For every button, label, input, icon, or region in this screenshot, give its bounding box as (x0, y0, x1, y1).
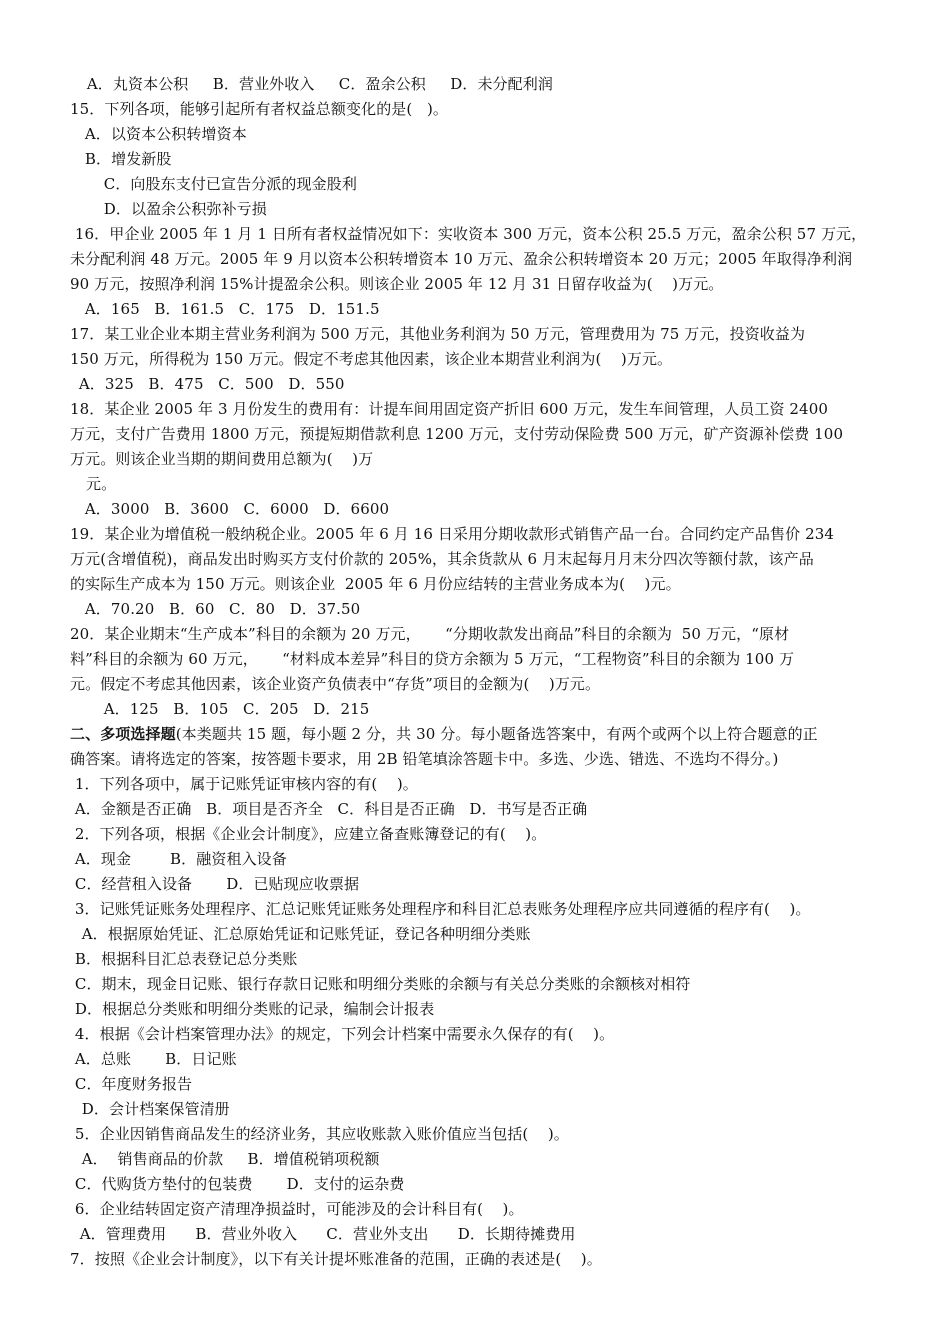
text-line (70, 1224, 576, 1244)
text-line (82, 74, 553, 94)
line-text: 万元。则该企业当期的期间费用总额为( )万 (70, 450, 374, 468)
text-line (70, 524, 834, 544)
line-text: 元。 (86, 475, 117, 493)
text-line (72, 924, 531, 944)
text-line (80, 299, 380, 319)
line-text: A．以资本公积转增资本 (80, 125, 247, 143)
line-text: 7．按照《企业会计制度》，以下有关计提坏账准备的范围，正确的表述是( )。 (70, 1250, 602, 1268)
text-line (70, 774, 418, 794)
line-text: A．165 B．161.5 C．175 D．151.5 (80, 300, 380, 318)
text-line (80, 124, 247, 144)
text-line (70, 1074, 192, 1094)
text-line (70, 224, 866, 244)
text-line (70, 1049, 237, 1069)
line-text: 5．企业因销售商品发生的经济业务，其应收账款入账价值应当包括( )。 (70, 1125, 569, 1143)
line-text: 万元(含增值税)，商品发出时购买方支付价款的 205%，其余货款从 6 月末起每月月末分四次等额付款，该产品 (70, 550, 814, 568)
text-line (70, 1124, 569, 1144)
line-text: A．根据原始凭证、汇总原始凭证和记账凭证，登记各种明细分类账 (72, 925, 531, 943)
text-line (70, 1249, 602, 1269)
line-text: 的实际生产成本为 150 万元。则该企业 2005 年 6 月份应结转的主营业务成本为( )元。 (70, 575, 681, 593)
line-text: 2．下列各项，根据《企业会计制度》，应建立备查账簿登记的有( )。 (70, 825, 547, 843)
text-line (70, 974, 690, 994)
line-text: 1．下列各项中，属于记账凭证审核内容的有( )。 (70, 775, 418, 793)
line-text: 150 万元，所得税为 150 万元。假定不考虑其他因素，该企业本期营业利润为( )万元。 (70, 350, 673, 368)
text-line (70, 724, 818, 744)
line-text: A． 销售商品的价款 B．增值税销项税额 (72, 1150, 380, 1168)
text-line (70, 649, 794, 669)
line-text: C．期末，现金日记账、银行存款日记账和明细分类账的余额与有关总分类账的余额核对相符 (70, 975, 691, 993)
text-line (70, 874, 359, 894)
text-line (70, 999, 434, 1019)
line-text: 18．某企业 2005 年 3 月份发生的费用有：计提车间用固定资产折旧 600 万元，发生车间管理，人员工资 2400 (70, 400, 828, 418)
text-line (70, 249, 852, 269)
text-line (70, 949, 297, 969)
line-text: D．根据总分类账和明细分类账的记录，编制会计报表 (70, 1000, 435, 1018)
text-line (70, 274, 723, 294)
text-line (80, 499, 389, 519)
line-text: 15．下列各项，能够引起所有者权益总额变化的是( )。 (70, 100, 448, 118)
text-line (94, 199, 267, 219)
text-line (70, 574, 681, 594)
line-text: C．向股东支付已宣告分派的现金股利 (94, 175, 357, 193)
section-heading: 二、多项选择题 (70, 725, 176, 743)
text-line (70, 449, 373, 469)
line-text: 16．甲企业 2005 年 1 月 1 日所有者权益情况如下：实收资本 300 万元，资本公积 25.5 万元，盈余公积 57 万元， (70, 225, 867, 243)
line-text: A．管理费用 B．营业外收入 C．营业外支出 D．长期待摊费用 (70, 1225, 576, 1243)
text-line (70, 824, 546, 844)
line-text: D．会计档案保管清册 (72, 1100, 230, 1118)
text-line (70, 324, 805, 344)
text-line (70, 424, 843, 444)
text-line (70, 549, 814, 569)
line-text: A．总账 B．日记账 (70, 1050, 237, 1068)
line-text: A．丸资本公积 B．营业外收入 C．盈余公积 D．未分配利润 (82, 75, 553, 93)
text-line (74, 374, 345, 394)
line-text: C．年度财务报告 (70, 1075, 193, 1093)
text-line (70, 1174, 404, 1194)
text-line (70, 899, 811, 919)
text-line (80, 599, 360, 619)
text-line (70, 624, 789, 644)
line-text: 90 万元，按照净利润 15%计提盈余公积。则该企业 2005 年 12 月 31 日留存收益为( )万元。 (70, 275, 724, 293)
line-text: A．3000 B．3600 C．6000 D．6600 (80, 500, 390, 518)
text-line (72, 1149, 379, 1169)
line-text: A．125 B．105 C．205 D．215 (94, 700, 370, 718)
line-text: 19．某企业为增值税一般纳税企业。2005 年 6 月 16 日采用分期收款形式销售产品一台。合同约定产品售价 234 (70, 525, 835, 543)
text-line (70, 799, 587, 819)
line-text: A．现金 B．融资租入设备 (70, 850, 287, 868)
text-line (70, 749, 778, 769)
text-line (70, 849, 287, 869)
text-line (70, 349, 672, 369)
text-line (86, 474, 116, 494)
line-text: 料”科目的余额为 60 万元， “材料成本差异”科目的贷方余额为 5 万元，“工程物资”科目的余额为 100 万 (70, 650, 795, 668)
line-text: 20．某企业期末“生产成本”科目的余额为 20 万元， “分期收款发出商品”科目的余额为 50 万元，“原材 (70, 625, 790, 643)
text-line (70, 1024, 614, 1044)
line-text: 6．企业结转固定资产清理净损益时，可能涉及的会计科目有( )。 (70, 1200, 524, 1218)
text-line (94, 174, 357, 194)
text-line (94, 699, 369, 719)
text-line (80, 149, 172, 169)
line-text: 元。假定不考虑其他因素，该企业资产负债表中“存货”项目的金额为( )万元。 (70, 675, 601, 693)
line-text: A．70.20 B．60 C．80 D．37.50 (80, 600, 361, 618)
line-text: D．以盈余公积弥补亏损 (94, 200, 267, 218)
text-line (70, 99, 448, 119)
line-text: A．325 B．475 C．500 D．550 (74, 375, 345, 393)
text-line (70, 1199, 524, 1219)
line-text: 3．记账凭证账务处理程序、汇总记账凭证账务处理程序和科目汇总表账务处理程序应共同遵循的程序有( )。 (70, 900, 811, 918)
line-text: C．经营租入设备 D．已贴现应收票据 (70, 875, 360, 893)
line-text: 未分配利润 48 万元。2005 年 9 月以资本公积转增资本 10 万元、盈余公积转增资本 20 万元；2005 年取得净利润 (70, 250, 853, 268)
line-text: C．代购货方垫付的包装费 D．支付的运杂费 (70, 1175, 405, 1193)
line-text: A．金额是否正确 B．项目是否齐全 C．科目是否正确 D．书写是否正确 (70, 800, 588, 818)
text-line (70, 674, 600, 694)
line-text: B．根据科目汇总表登记总分类账 (70, 950, 298, 968)
line-text: 万元，支付广告费用 1800 万元，预提短期借款利息 1200 万元，支付劳动保险费 500 万元，矿产资源补偿费 100 (70, 425, 844, 443)
line-text: 确答案。请将选定的答案，按答题卡要求，用 2B 铅笔填涂答题卡中。多选、少选、错选、不选均不得分。) (70, 750, 779, 768)
text-line (72, 1099, 230, 1119)
line-text: (本类题共 15 题，每小题 2 分，共 30 分。每小题备选答案中，有两个或两个以上符合题意的正 (175, 725, 818, 743)
text-line (70, 399, 828, 419)
line-text: 4．根据《会计档案管理办法》的规定，下列会计档案中需要永久保存的有( )。 (70, 1025, 615, 1043)
line-text: 17．某工业企业本期主营业务利润为 500 万元，其他业务利润为 50 万元，管理费用为 75 万元，投资收益为 (70, 325, 806, 343)
line-text: B．增发新股 (80, 150, 172, 168)
